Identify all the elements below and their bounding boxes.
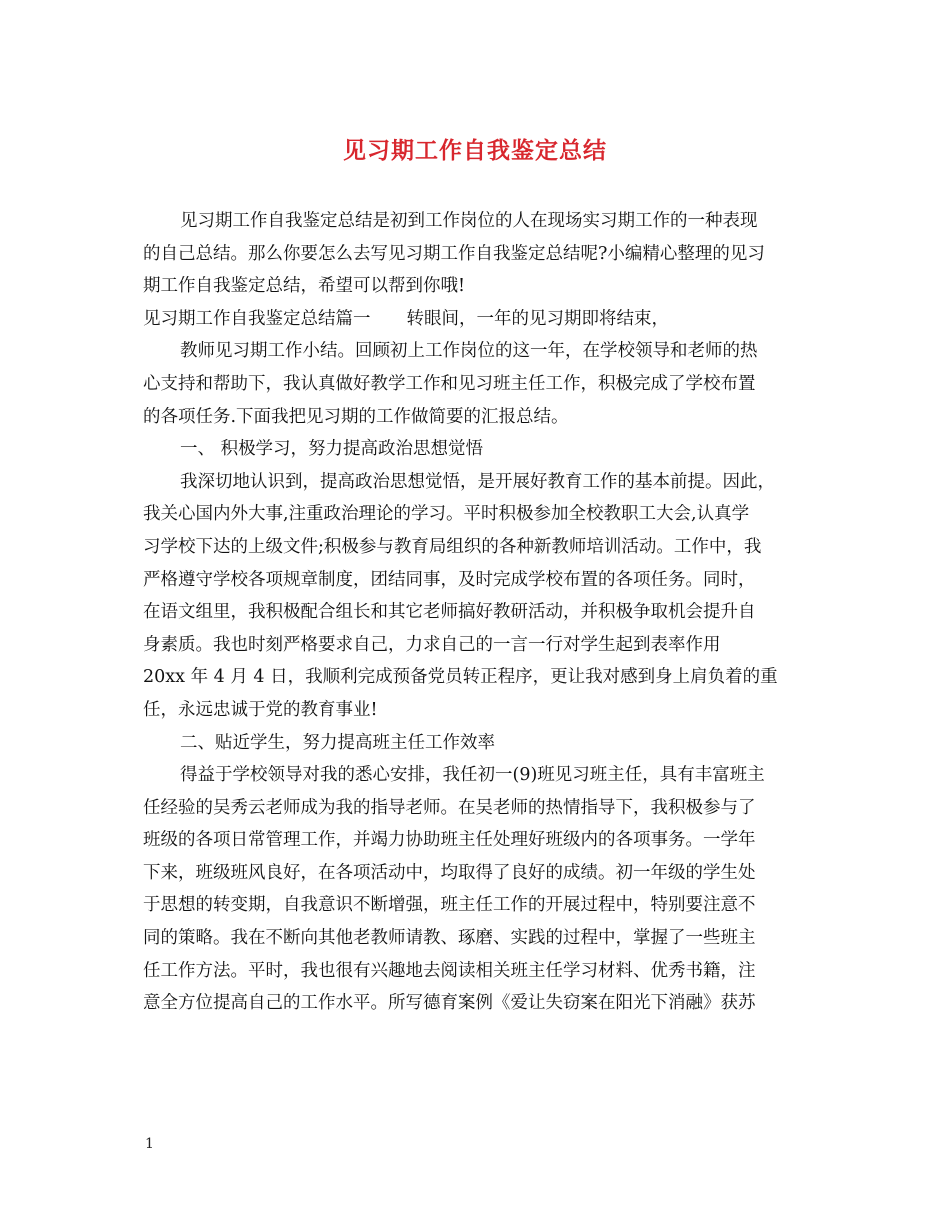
text-line: [143, 205, 823, 238]
text-line-content: 任经验的吴秀云老师成为我的指导老师。在吴老师的热情指导下，我积极参与了: [143, 797, 756, 818]
text-line-content: 见习期工作自我鉴定总结篇一: [143, 308, 371, 329]
text-line-content: 的自己总结。那么你要怎么去写见习期工作自我鉴定总结呢?小编精心整理的见习: [143, 243, 765, 264]
document-title: 见习期工作自我鉴定总结: [343, 137, 607, 164]
text-line-content: 我关心国内外大事,注重政治理论的学习。平时积极参加全校教职工大会,认真学: [143, 504, 750, 525]
text-line-content: 得益于学校领导对我的悉心安排，我任初一(9)班见习班主任，具有丰富班主: [180, 765, 765, 786]
text-line-content: 心支持和帮助下，我认真做好教学工作和见习班主任工作，积极完成了学校布置: [143, 373, 756, 394]
text-line: [143, 955, 823, 988]
text-line: [143, 270, 823, 303]
text-line-content: 见习期工作自我鉴定总结是初到工作岗位的人在现场实习期工作的一种表现: [180, 211, 758, 231]
text-line: [143, 498, 823, 531]
text-line-content: 二、贴近学生，努力提高班主任工作效率: [180, 732, 495, 753]
text-line-content: 20xx 年 4 月 4 日，我顺利完成预备党员转正程序，更让我对感到身上肩负着的重: [143, 667, 778, 688]
text-line: [143, 238, 823, 271]
text-line: [143, 303, 823, 336]
text-line-content: 任工作方法。平时，我也很有兴趣地去阅读相关班主任学习材料、优秀书籍，注: [143, 960, 756, 981]
text-line: [143, 759, 823, 792]
text-line-content: 的各项任务.下面我把见习期的工作做简要的汇报总结。: [143, 406, 569, 427]
text-line-content: 班级的各项日常管理工作，并竭力协助班主任处理好班级内的各项事务。一学年: [143, 830, 756, 851]
text-line-content: 习学校下达的上级文件;积极参与教育局组织的各种新教师培训活动。工作中，我: [143, 536, 762, 557]
text-line-content: 于思想的转变期，自我意识不断增强，班主任工作的开展过程中，特别要注意不: [143, 895, 756, 916]
text-line-content: 期工作自我鉴定总结，希望可以帮到你哦!: [143, 276, 466, 297]
text-line: [143, 824, 823, 857]
text-line: [143, 661, 823, 694]
text-line: [143, 889, 823, 922]
text-line: [143, 531, 823, 564]
text-line-continuation: 转眼间，一年的见习期即将结束，: [406, 308, 669, 329]
text-line: [143, 433, 823, 466]
text-line-content: 教师见习期工作小结。回顾初上工作岗位的这一年，在学校领导和老师的热: [180, 341, 758, 362]
text-line-content: 下来，班级班风良好，在各项活动中，均取得了良好的成绩。初一年级的学生处: [143, 862, 756, 883]
text-line-content: 意全方位提高自己的工作水平。所写德育案例《爱让失窃案在阳光下消融》获苏: [143, 993, 756, 1014]
text-line-content: 同的策略。我在不断向其他老教师请教、琢磨、实践的过程中，掌握了一些班主: [143, 928, 756, 949]
text-line-content: 任，永远忠诚于党的教育事业!: [143, 699, 378, 720]
text-line: [143, 727, 823, 760]
document-body: [143, 205, 823, 1020]
text-line: [143, 694, 823, 727]
text-line: [143, 857, 823, 890]
text-line: [143, 466, 823, 499]
text-line: [143, 596, 823, 629]
text-line: [143, 792, 823, 825]
page-number: 1: [145, 1136, 154, 1152]
text-line-content: 身素质。我也时刻严格要求自己，力求自己的一言一行对学生起到表率作用: [143, 634, 721, 655]
text-line: [143, 335, 823, 368]
text-line: [143, 401, 823, 434]
text-line-content: 我深切地认识到，提高政治思想觉悟，是开展好教育工作的基本前提。因此，: [180, 471, 775, 492]
text-line: [143, 987, 823, 1020]
text-line: [143, 564, 823, 597]
text-line-content: 在语文组里，我积极配合组长和其它老师搞好教研活动，并积极争取机会提升自: [143, 602, 756, 623]
text-line: [143, 629, 823, 662]
text-line-content: 严格遵守学校各项规章制度，团结同事，及时完成学校布置的各项任务。同时，: [143, 569, 756, 590]
text-line: [143, 922, 823, 955]
text-line: [143, 368, 823, 401]
text-line-content: 一、 积极学习，努力提高政治思想觉悟: [180, 439, 484, 460]
